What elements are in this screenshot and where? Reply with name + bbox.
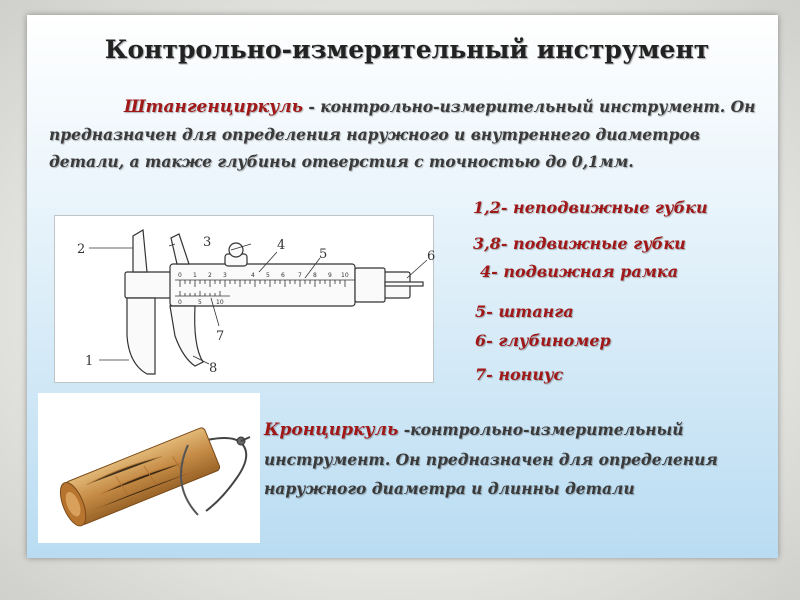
scale-number: 9 xyxy=(328,272,332,279)
legend-item: 3,8- подвижные губки xyxy=(473,234,686,253)
vernier-number: 10 xyxy=(216,299,224,306)
legend-item: 6- глубиномер xyxy=(475,331,611,350)
vernier-number: 0 xyxy=(178,299,182,306)
scale-number: 1 xyxy=(193,272,197,279)
calipers-photo xyxy=(38,393,260,543)
diagram-label: 1 xyxy=(85,354,94,369)
vernier-number: 5 xyxy=(198,299,202,306)
scale-number: 6 xyxy=(281,272,285,279)
calipers-illustration xyxy=(38,393,260,543)
scale-number: 7 xyxy=(298,272,302,279)
caliper-term: Штангенциркуль xyxy=(124,97,303,117)
diagram-label: 2 xyxy=(77,242,86,257)
caliper-diagram xyxy=(54,215,434,383)
diagram-label: 3 xyxy=(203,235,212,250)
diagram-label: 5 xyxy=(319,247,328,262)
caliper-description xyxy=(49,93,764,175)
scale-number: 3 xyxy=(223,272,227,279)
diagram-label: 8 xyxy=(209,361,218,376)
scale-number: 0 xyxy=(178,272,182,279)
calipers-description xyxy=(264,415,774,503)
diagram-label: 4 xyxy=(277,238,286,253)
legend-item: 1,2- неподвижные губки xyxy=(473,198,708,217)
caliper-description-text: - контрольно-измерительный инструмент. Он предназначен для определения наружного и внутреннего диаметров детали, а также глубины отверстия с точностью до 0,1мм. xyxy=(49,97,756,171)
legend-item: 4- подвижная рамка xyxy=(480,262,679,281)
legend-item: 7- нониус xyxy=(475,365,564,384)
slide xyxy=(27,15,778,558)
scale-number: 5 xyxy=(266,272,270,279)
scale-number: 8 xyxy=(313,272,317,279)
scale-number: 10 xyxy=(341,272,349,279)
calipers-description-text: -контрольно-измерительный инструмент. Он предназначен для определения наружного диаметра и длинны детали xyxy=(264,420,718,498)
scale-number: 2 xyxy=(208,272,212,279)
diagram-label: 7 xyxy=(216,329,225,344)
legend-item: 5- штанга xyxy=(475,302,574,321)
caliper-illustration xyxy=(55,216,436,382)
diagram-label: 6 xyxy=(427,249,436,264)
scale-number: 4 xyxy=(251,272,255,279)
calipers-term: Кронциркуль xyxy=(264,420,399,440)
page-title: Контрольно-измерительный инструмент xyxy=(104,35,710,64)
